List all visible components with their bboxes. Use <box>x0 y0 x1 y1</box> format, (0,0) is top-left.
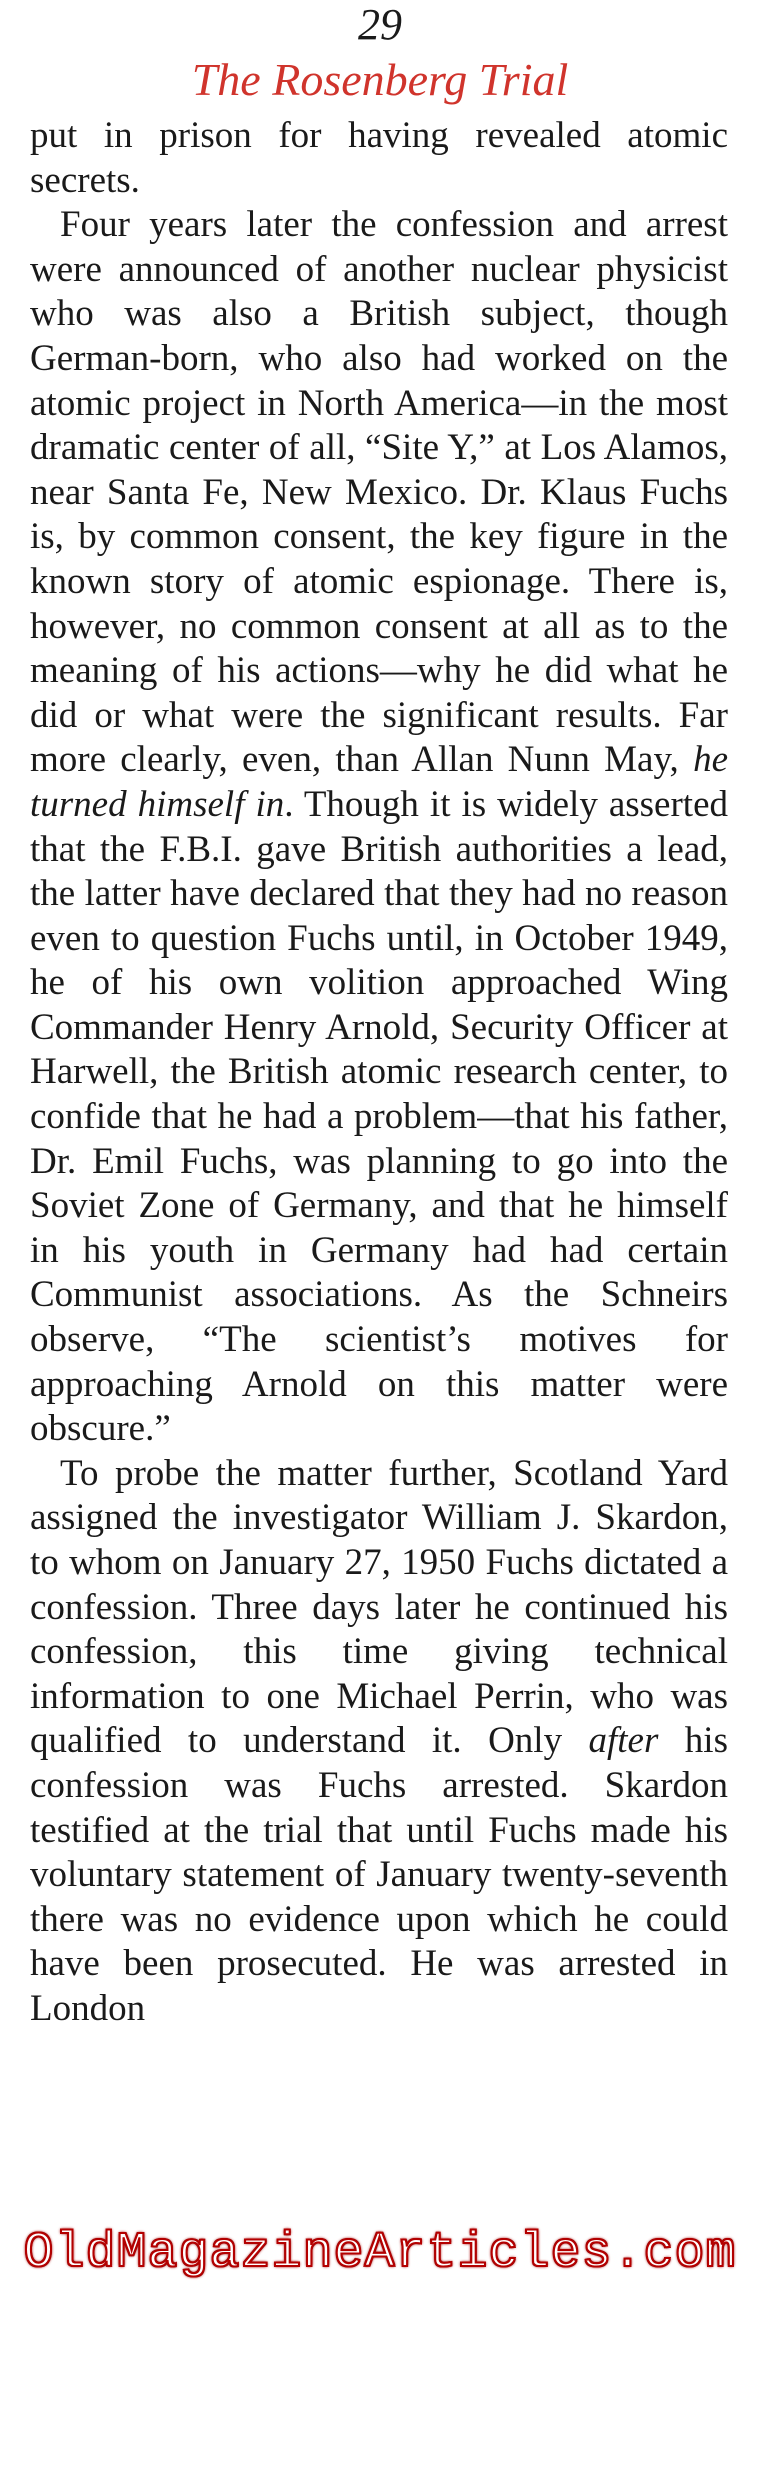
paragraph-1-text: put in prison for having revealed atomic secrets. <box>30 115 728 201</box>
paragraph-3-emphasis: after <box>588 1720 659 1762</box>
paragraph-2-emphasis: he turned himself in <box>30 739 728 825</box>
site-watermark: OldMagazineArticles.com <box>23 2225 737 2282</box>
paragraph-3-text-b: his confession was Fuchs arrested. Skardon testified at the trial that until Fuchs made his voluntary statement of January twenty-seventh there was no evidence upon which he could have been prosecuted. He was arrested in London <box>30 1720 728 2029</box>
paragraph-1 <box>30 114 728 203</box>
paragraph-3-text-a: To probe the matter further, Scotland Yard assigned the investigator William J. Skardon, to whom on January 27, 1950 Fuchs dictated a confession. Three days later he continued his confession, this time giving technical information to one Michael Perrin, who was qualified to understand it. Only <box>30 1452 728 1762</box>
article-body <box>30 114 728 2032</box>
paragraph-2-text-a: Four years later the confession and arrest were announced of another nuclear physicist who was also a British subject, though German-born, who also had worked on the atomic project in North America—in the most dramatic center of all, “Site Y,” at Los Alamos, near Santa Fe, New Mexico. Dr. Klaus Fuchs is, by common consent, the key figure in the known story of atomic espionage. There is, however, no common consent at all as to the meaning of his actions—why he did what he did or what were the significant results. Far more clearly, even, than Allan Nunn May, <box>30 204 728 781</box>
article-title: The Rosenberg Trial <box>191 54 569 105</box>
page-number: 29 <box>358 0 402 49</box>
paragraph-3 <box>30 1452 728 2032</box>
paragraph-2 <box>30 203 728 1452</box>
paragraph-2-text-b: . Though it is widely asserted that the F.B.I. gave British authorities a lead, the latter have declared that they had no reason even to question Fuchs until, in October 1949, he of his own volition approached Wing Commander Henry Arnold, Security Officer at Harwell, the British atomic research center, to confide that he had a problem—that his father, Dr. Emil Fuchs, was planning to go into the Soviet Zone of Germany, and that he himself in his youth in Germany had had certain Communist associations. As the Schneirs observe, “The scientist’s motives for approaching Arnold on this matter were obscure.” <box>30 783 728 1450</box>
